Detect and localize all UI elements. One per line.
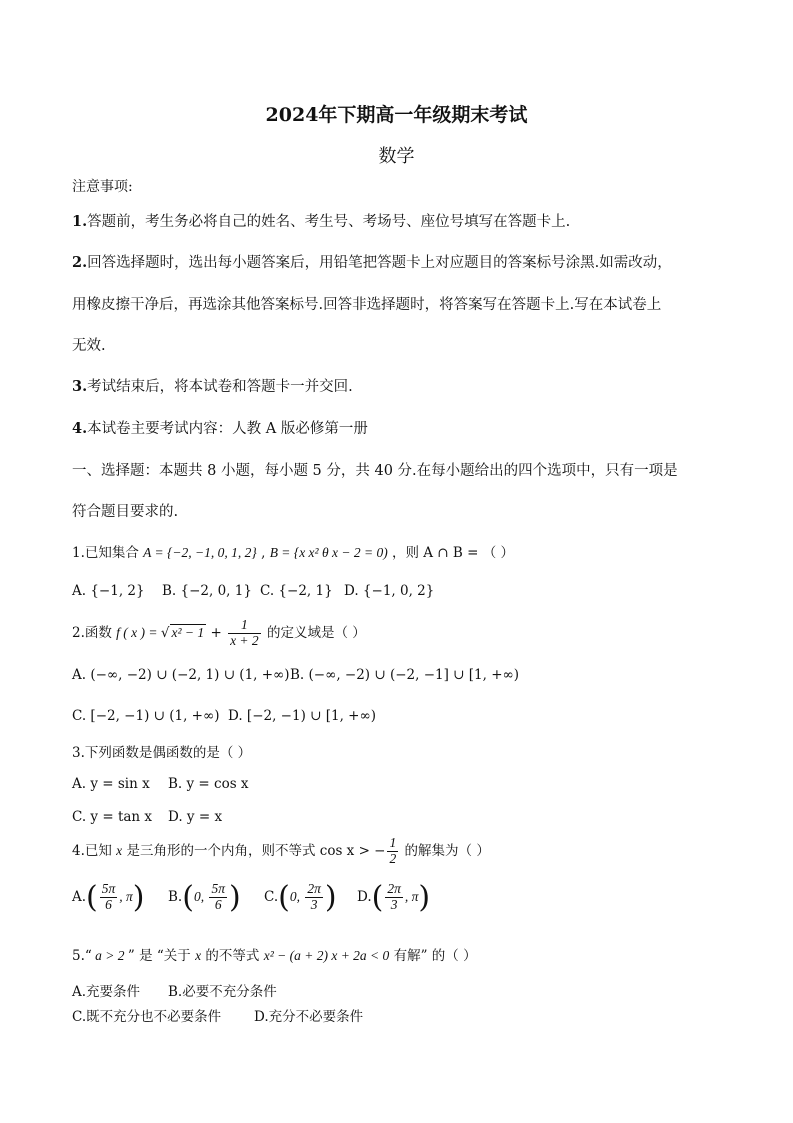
note-4: 4.本试卷主要考试内容：人教 A 版必修第一册 [72, 420, 368, 437]
q1-option-b: B. {−2, 0, 1} [162, 583, 252, 599]
question-2: 2.函数 f ( x ) = √ x² − 1 + $\frac{1}{x + 2}$ 的定义域是（ ） [72, 617, 366, 648]
q4-option-d: D.( $\frac{2\pi}{3}$ , π) [357, 880, 431, 915]
notes-heading: 注意事项: [72, 179, 133, 195]
note-2-cont: 用橡皮擦干净后，再选涂其他答案标号.回答非选择题时，将答案写在答题卡上.写在本试卷上 [72, 297, 662, 313]
q3-option-c: C. y = tan x [72, 809, 153, 825]
q2-option-c: C. [−2, −1) ∪ (1, +∞) [72, 708, 220, 724]
q4-option-a: A.( $\frac{5\pi}{6}$ , π) [72, 880, 145, 915]
question-4: 4.已知 x 是三角形的一个内角，则不等式 cos x > − $\frac{1}{2}$ 的解集为（ ） [72, 835, 490, 866]
exam-subject: 数学 [378, 146, 415, 167]
q4-option-b: B.(0, $\frac{5\pi}{6}$ ) [168, 880, 241, 915]
q5-option-d: D.充分不必要条件 [254, 1009, 364, 1025]
question-5: 5.“ a > 2 ” 是 “关于 x 的不等式 x² − (a + 2) x + 2a < 0 有解” 的（ ） [72, 948, 477, 964]
note-1: 1.答题前，考生务必将自己的姓名、考生号、考场号、座位号填写在答题卡上. [72, 213, 571, 230]
note-2-end: 无效. [72, 338, 106, 354]
q3-option-d: D. y = x [168, 809, 223, 825]
section-heading: 一、选择题：本题共 8 小题，每小题 5 分，共 40 分.在每小题给出的四个选项中，只有一项是 [72, 463, 678, 479]
q3-option-b: B. y = cos x [168, 776, 249, 792]
note-3: 3.考试结束后，将本试卷和答题卡一并交回. [72, 378, 353, 395]
q2-option-a: A. (−∞, −2) ∪ (−2, 1) ∪ (1, +∞) [72, 667, 290, 683]
q2-option-d: D. [−2, −1) ∪ [1, +∞) [228, 708, 376, 724]
q1-option-a: A. {−1, 2} [72, 583, 145, 599]
q5-option-b: B.必要不充分条件 [168, 984, 277, 1000]
question-1: 1.已知集合 A = {−2, −1, 0, 1, 2} , B = {x x² θ x − 2 = 0) ，则 A ∩ B = （ ） [72, 545, 515, 561]
q4-option-c: C.(0, $\frac{2\pi}{3}$ ) [264, 880, 337, 915]
exam-title: 2024年下期高一年级期末考试 [265, 104, 528, 126]
note-2: 2.回答选择题时，选出每小题答案后，用铅笔把答题卡上对应题目的答案标号涂黑.如需改动， [72, 254, 672, 271]
question-3: 3.下列函数是偶函数的是（ ） [72, 745, 252, 761]
q5-option-c: C.既不充分也不必要条件 [72, 1009, 222, 1025]
q3-option-a: A. y = sin x [72, 776, 150, 792]
q5-option-a: A.充要条件 [72, 984, 141, 1000]
q1-option-c: C. {−2, 1} [260, 583, 333, 599]
q2-option-b: B. (−∞, −2) ∪ (−2, −1] ∪ [1, +∞) [290, 667, 520, 683]
section-heading-cont: 符合题目要求的. [72, 504, 179, 520]
q1-option-d: D. {−1, 0, 2} [344, 583, 435, 599]
